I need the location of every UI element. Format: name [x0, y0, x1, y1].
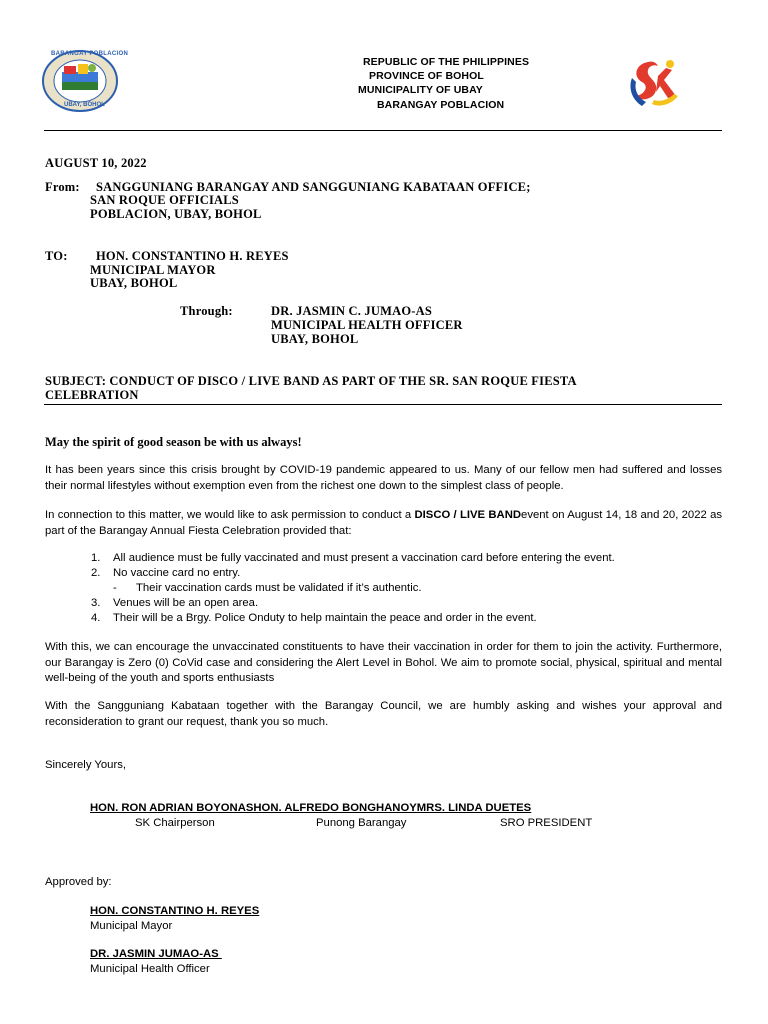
- to-label: TO:: [45, 249, 68, 263]
- approver-2-title: Municipal Health Officer: [90, 963, 210, 975]
- condition-2-sub-text: Their vaccination cards must be validated if it’s authentic.: [136, 582, 422, 594]
- barangay-seal-logo: [42, 50, 129, 112]
- condition-4-number: 4.: [91, 612, 101, 624]
- signatory-names: HON. RON ADRIAN BOYONASHON. ALFREDO BONGHANOYMRS. LINDA DUETES: [90, 802, 532, 814]
- condition-3-text: Venues will be an open area.: [113, 597, 259, 609]
- from-label: From:: [45, 180, 80, 194]
- paragraph-4: With the Sangguniang Kabataan together with the Barangay Council, we are humbly asking and wishes your approval and reconsideration to grant our request, thank you so much.: [45, 700, 722, 728]
- through-label: Through:: [180, 304, 233, 318]
- to-line-3: UBAY, BOHOL: [90, 276, 178, 290]
- header-line-republic: REPUBLIC OF THE PHILIPPINES: [363, 56, 530, 68]
- sk-logo: [626, 56, 682, 114]
- subject-line-2: CELEBRATION: [45, 388, 139, 402]
- header-line-barangay: BARANGAY POBLACION: [377, 99, 505, 111]
- approver-2-name: DR. JASMIN JUMAO-AS: [90, 948, 222, 960]
- to-line-1: HON. CONSTANTINO H. REYES: [96, 249, 289, 263]
- signatory-title-punong: Punong Barangay: [316, 817, 407, 829]
- signatory-title-sro: SRO PRESIDENT: [500, 817, 593, 829]
- condition-2-number: 2.: [91, 567, 101, 579]
- header-divider: [44, 130, 722, 131]
- paragraph-2-text-a: In connection to this matter, we would like to ask permission to conduct a: [45, 509, 415, 521]
- condition-1-number: 1.: [91, 552, 101, 564]
- to-line-2: MUNICIPAL MAYOR: [90, 263, 216, 277]
- through-line-3: UBAY, BOHOL: [271, 332, 359, 346]
- condition-4-text: Their will be a Brgy. Police Onduty to help maintain the peace and order in the event.: [113, 612, 537, 624]
- from-line-2: SAN ROQUE OFFICIALS: [90, 193, 239, 207]
- from-line-1: SANGGUNIANG BARANGAY AND SANGGUNIANG KABATAAN OFFICE;: [96, 180, 531, 194]
- header-line-province: PROVINCE OF BOHOL: [369, 70, 484, 82]
- condition-1-text: All audience must be fully vaccinated and must present a vaccination card before entering the event.: [113, 552, 615, 564]
- through-line-1: DR. JASMIN C. JUMAO-AS: [271, 304, 432, 318]
- seal-text-top: BARANGAY POBLACION: [51, 51, 129, 57]
- condition-2-sub-dash: -: [113, 582, 117, 594]
- subject-divider: [44, 404, 722, 405]
- paragraph-3: With this, we can encourage the unvaccinated constituents to have their vaccination in order for them to join the activity. Furthermore, our Barangay is Zero (0) CoVid case and considering the Alert Level in Bohol. We aim to promote social, physical, spiritual and mental well-being of the youth and sports enthusiasts: [45, 641, 722, 684]
- header-line-municipality: MUNICIPALITY OF UBAY: [358, 84, 483, 96]
- paragraph-2: [45, 508, 722, 539]
- closing: Sincerely Yours,: [45, 759, 127, 771]
- paragraph-2-bold: DISCO / LIVE BAND: [414, 509, 522, 521]
- approver-1-name: HON. CONSTANTINO H. REYES: [90, 905, 260, 917]
- approved-label: Approved by:: [45, 876, 112, 888]
- paragraph-2-text-b: event on August 14, 18 and 20, 2022 as part of the Barangay Annual Fiesta Celebration provided that:: [45, 509, 722, 537]
- from-line-3: POBLACION, UBAY, BOHOL: [90, 207, 262, 221]
- subject-line-1: SUBJECT: CONDUCT OF DISCO / LIVE BAND AS PART OF THE SR. SAN ROQUE FIESTA: [45, 374, 577, 388]
- paragraph-1: It has been years since this crisis brought by COVID-19 pandemic appeared to us. Many of our fellow men had suffered and losses their normal lifestyles without exemption even from the richest one down to the simplest class of people.: [45, 464, 722, 492]
- condition-2-text: No vaccine card no entry.: [113, 567, 241, 579]
- through-line-2: MUNICIPAL HEALTH OFFICER: [271, 318, 463, 332]
- letter-date: AUGUST 10, 2022: [45, 156, 147, 170]
- signatory-title-sk: SK Chairperson: [135, 817, 215, 829]
- seal-text-bottom: UBAY, BOHOL: [64, 102, 105, 108]
- greeting: May the spirit of good season be with us always!: [45, 435, 302, 449]
- approver-1-title: Municipal Mayor: [90, 920, 173, 932]
- condition-3-number: 3.: [91, 597, 101, 609]
